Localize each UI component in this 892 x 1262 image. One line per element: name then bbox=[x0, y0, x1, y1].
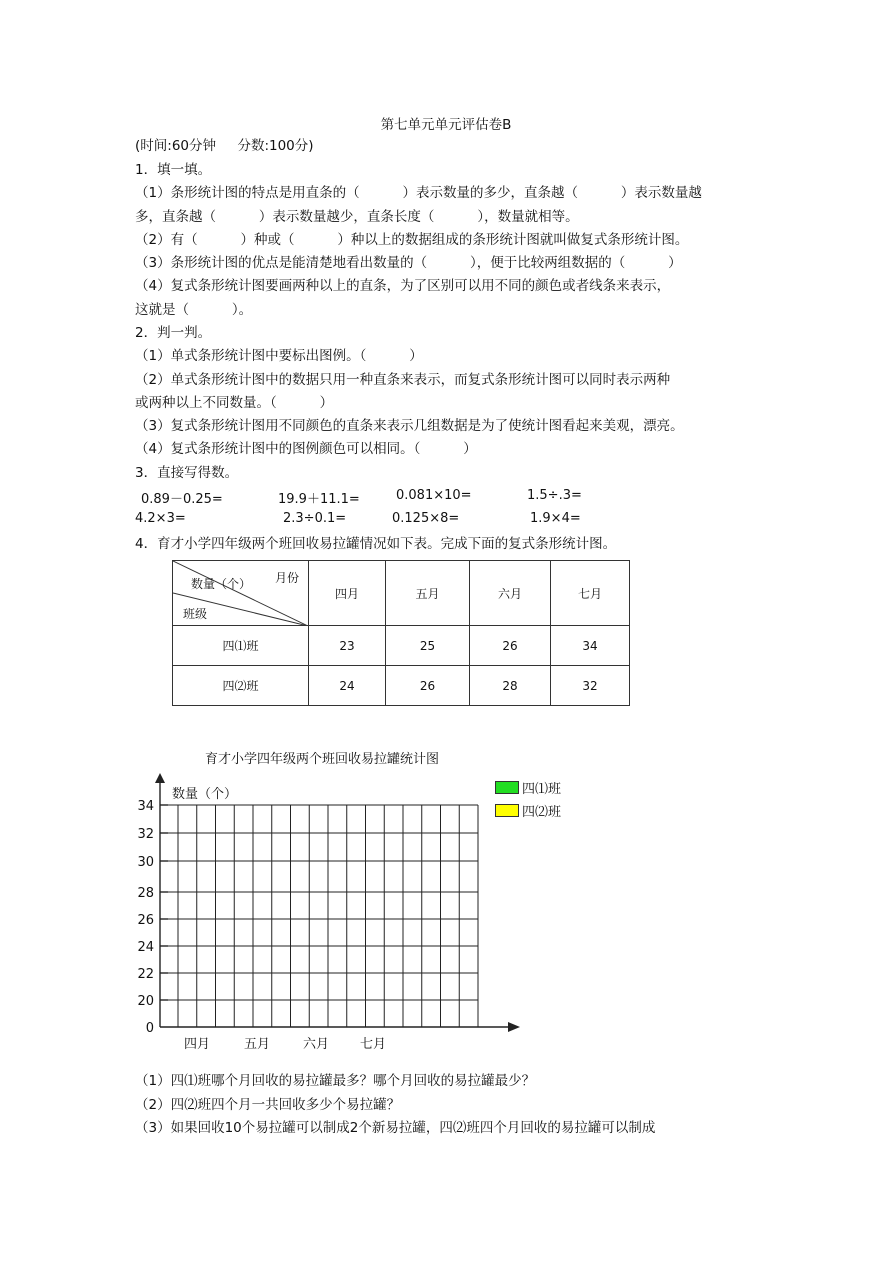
legend-label-class2: 四⑵班 bbox=[522, 805, 562, 820]
table-cell: 32 bbox=[551, 666, 630, 706]
y-tick-label: 28 bbox=[137, 886, 154, 901]
table-header-month: 五月 bbox=[386, 561, 470, 626]
calc-item: 4.2×3= bbox=[135, 511, 186, 526]
section1-line: （1）条形统计图的特点是用直条的（ ）表示数量的多少，直条越（ ）表示数量越 bbox=[135, 185, 702, 201]
table-corner-cell bbox=[173, 561, 309, 626]
corner-month-label: 月份 bbox=[275, 571, 300, 585]
x-category-label: 七月 bbox=[359, 1037, 387, 1052]
table-cell: 25 bbox=[386, 626, 470, 666]
recycling-table bbox=[172, 560, 630, 706]
legend-swatch-class2 bbox=[495, 804, 519, 817]
section3-heading: 3．直接写得数。 bbox=[135, 465, 239, 481]
calc-item: 2.3÷0.1= bbox=[283, 511, 347, 526]
table-header-month: 七月 bbox=[551, 561, 630, 626]
table-cell: 28 bbox=[470, 666, 551, 706]
table-cell: 23 bbox=[309, 626, 386, 666]
section1-line: （2）有（ ）种或（ ）种以上的数据组成的条形统计图就叫做复式条形统计图。 bbox=[135, 232, 689, 248]
question: （3）如果回收10个易拉罐可以制成2个新易拉罐，四⑵班四个月回收的易拉罐可以制成 bbox=[135, 1120, 656, 1136]
table-row-class: 四⑴班 bbox=[173, 626, 309, 666]
section2-line: （2）单式条形统计图中的数据只用一种直条来表示，而复式条形统计图可以同时表示两种 bbox=[135, 372, 671, 388]
y-axis-arrow bbox=[155, 773, 165, 783]
table-cell: 26 bbox=[470, 626, 551, 666]
y-tick-label: 26 bbox=[137, 913, 154, 928]
section2-line: （4）复式条形统计图中的图例颜色可以相同。（ ） bbox=[135, 441, 477, 457]
section4-heading: 4．育才小学四年级两个班回收易拉罐情况如下表。完成下面的复式条形统计图。 bbox=[135, 536, 617, 552]
y-tick-label: 22 bbox=[137, 967, 154, 982]
corner-class-label: 班级 bbox=[183, 607, 208, 621]
y-axis-label: 数量（个） bbox=[172, 787, 238, 802]
table-row-class: 四⑵班 bbox=[173, 666, 309, 706]
section1-line: 多，直条越（ ）表示数量越少，直条长度（ ），数量就相等。 bbox=[135, 209, 579, 225]
page-title: 第七单元单元评估卷B bbox=[380, 117, 512, 133]
section1-line: （3）条形统计图的优点是能清楚地看出数量的（ ），便于比较两组数据的（ ） bbox=[135, 255, 682, 271]
y-tick-label: 32 bbox=[137, 827, 154, 842]
table-cell: 34 bbox=[551, 626, 630, 666]
section2-line: （3）复式条形统计图用不同颜色的直条来表示几组数据是为了使统计图看起来美观，漂亮。 bbox=[135, 418, 684, 434]
x-category-label: 六月 bbox=[302, 1037, 330, 1052]
table-row bbox=[173, 626, 630, 666]
section2-line: （1）单式条形统计图中要标出图例。（ ） bbox=[135, 348, 423, 364]
calc-item: 0.125×8= bbox=[392, 511, 460, 526]
section1-heading: 1．填一填。 bbox=[135, 162, 212, 178]
table-header-month: 六月 bbox=[470, 561, 551, 626]
calc-item: 1.5÷.3= bbox=[527, 488, 582, 503]
legend-swatch-class1 bbox=[495, 781, 519, 794]
x-category-label: 五月 bbox=[243, 1037, 271, 1052]
y-tick-label: 24 bbox=[137, 940, 154, 955]
y-tick-label: 34 bbox=[137, 799, 154, 814]
calc-item: 0.081×10= bbox=[396, 488, 472, 503]
section1-line: （4）复式条形统计图要画两种以上的直条，为了区别可以用不同的颜色或者线条来表示， bbox=[135, 278, 671, 294]
calc-item: 0.89－0.25= bbox=[141, 492, 223, 507]
calc-item: 19.9＋11.1= bbox=[278, 492, 360, 507]
section1-line: 这就是（ ）。 bbox=[135, 302, 253, 318]
calc-item: 1.9×4= bbox=[530, 511, 581, 526]
question: （1）四⑴班哪个月回收的易拉罐最多？哪个月回收的易拉罐最少？ bbox=[135, 1073, 536, 1089]
section2-line: 或两种以上不同数量。（ ） bbox=[135, 395, 334, 411]
y-tick-label: 20 bbox=[137, 994, 154, 1009]
question: （2）四⑵班四个月一共回收多少个易拉罐？ bbox=[135, 1097, 401, 1113]
legend-label-class1: 四⑴班 bbox=[522, 782, 562, 797]
table-cell: 26 bbox=[386, 666, 470, 706]
exam-meta: (时间:60分钟 分数:100分) bbox=[135, 138, 314, 154]
x-axis-arrow bbox=[508, 1022, 520, 1032]
chart-title: 育才小学四年级两个班回收易拉罐统计图 bbox=[205, 752, 440, 767]
corner-quantity-label: 数量（个） bbox=[191, 577, 252, 591]
table-cell: 24 bbox=[309, 666, 386, 706]
y-tick-label: 0 bbox=[145, 1021, 154, 1036]
table-header-month: 四月 bbox=[309, 561, 386, 626]
section2-heading: 2．判一判。 bbox=[135, 325, 212, 341]
table-row bbox=[173, 666, 630, 706]
y-tick-label: 30 bbox=[137, 855, 154, 870]
x-category-label: 四月 bbox=[183, 1037, 211, 1052]
